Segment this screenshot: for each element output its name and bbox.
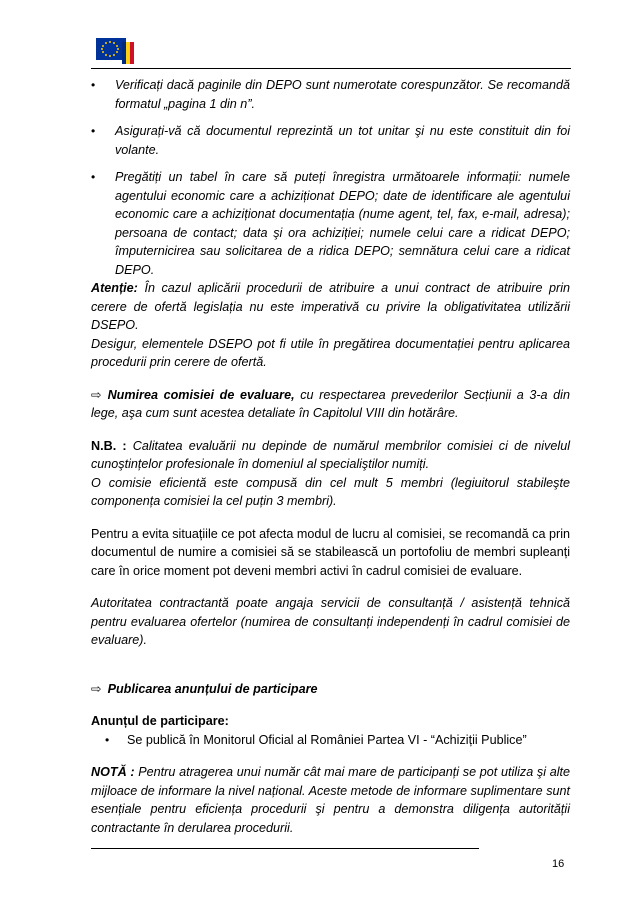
numirea-paragraph — [91, 386, 570, 423]
bullet-item — [91, 731, 570, 750]
nb-text: Calitatea evaluării nu depinde de numărul membrilor comisiei ci de nivelul cunoştințelor profesionale în domeniul al specialiştilor numiți. — [91, 438, 570, 471]
atentie-paragraph — [91, 279, 570, 335]
page-content — [91, 76, 570, 837]
consultanta-paragraph: Autoritatea contractantă poate angaja servicii de consultanță / asistență tehnică pentru evaluarea ofertelor (numirea de consultanți independenți în cadrul comisiei de evaluare). — [91, 596, 570, 647]
atentie-text: În cazul aplicării procedurii de atribuire a unui contract de atribuire prin cerere de ofertă legislația nu este imperativă cu privire la obligativitatea utilizării DSEPO. — [91, 281, 570, 332]
nb-label: N.B. : — [91, 438, 127, 453]
nota-text: Pentru atragerea unui număr cât mai mare de participanți se pot utiliza şi alte mijloace de informare la nivel național. Aceste metode de informare suplimentare sunt esențiale pentru eficiența procedurii şi pentru a demonstra diligența autorității contractante în derularea procedurii. — [91, 765, 571, 835]
nota-label: NOTĂ : — [91, 765, 135, 779]
nota-paragraph — [91, 763, 570, 837]
eu-romania-logo — [96, 38, 134, 64]
atentie-label: Atenție: — [91, 281, 138, 295]
nb-text-2: O comisie eficientă este compusă din cel mult 5 membri (legiuitorul stabileşte componența comisiei la cel puțin 3 membri). — [91, 475, 570, 508]
publicarea-heading — [91, 680, 570, 699]
footer-rule — [91, 848, 479, 849]
supleanti-paragraph: Pentru a evita situațiile ce pot afecta modul de lucru al comisiei, se recomandă ca prin documentul de numire a comisiei să se stabilească un portofoliu de membri supleanți care în orice moment pot deveni membri activi în cadrul comisiei de evaluare. — [91, 526, 570, 578]
page-number: 16 — [552, 858, 565, 870]
arrow-right-icon: ⇨ — [91, 387, 102, 402]
bullet-item — [91, 122, 570, 159]
nb-paragraph — [91, 437, 570, 474]
arrow-right-icon: ⇨ — [91, 681, 102, 696]
bullet-icon: • — [91, 124, 96, 138]
bullet-icon: • — [91, 170, 96, 184]
header-rule — [91, 68, 571, 69]
anunt-bullet-text: Se publică în Monitorul Oficial al României Partea VI - “Achiziții Publice” — [127, 732, 527, 747]
bullet-text: Asigurați-vă că documentul reprezintă un tot unitar şi nu este constituit din foi volante. — [115, 124, 570, 157]
bullet-text: Pregătiți un tabel în care să puteți înregistra următoarele informații: numele agentului economic care a achiziționat DEPO; date de identificare ale agentului economic care a achiziționat documentația (nume agent, tel, fax, e-mail, adresa); persoana de contact; data şi ora achiziției; numele celui care a ridicat DEPO; împuternicirea sau solicitarea de a ridica DEPO; semnătura celui care a ridicat DEPO. — [115, 170, 570, 277]
bullet-item — [91, 76, 570, 113]
publicarea-title: Publicarea anunțului de participare — [107, 681, 318, 696]
bullet-icon: • — [91, 78, 96, 92]
numirea-title: Numirea comisiei de evaluare, — [107, 387, 295, 402]
bullet-icon: • — [105, 732, 110, 747]
bullet-item — [91, 168, 570, 279]
anunt-heading: Anunțul de participare: — [91, 714, 229, 728]
numirea-text: cu respectarea prevederilor Secțiunii a 3-a din lege, aşa cum sunt acestea detaliate în Capitolul VIII din hotărâre. — [91, 387, 570, 420]
atentie-text-2: Desigur, elementele DSEPO pot fi utile în pregătirea documentației pentru aplicarea procedurii prin cerere de ofertă. — [91, 336, 570, 369]
bullet-text: Verificați dacă paginile din DEPO sunt numerotate corespunzător. Se recomandă formatul „pagina 1 din n”. — [115, 78, 570, 111]
